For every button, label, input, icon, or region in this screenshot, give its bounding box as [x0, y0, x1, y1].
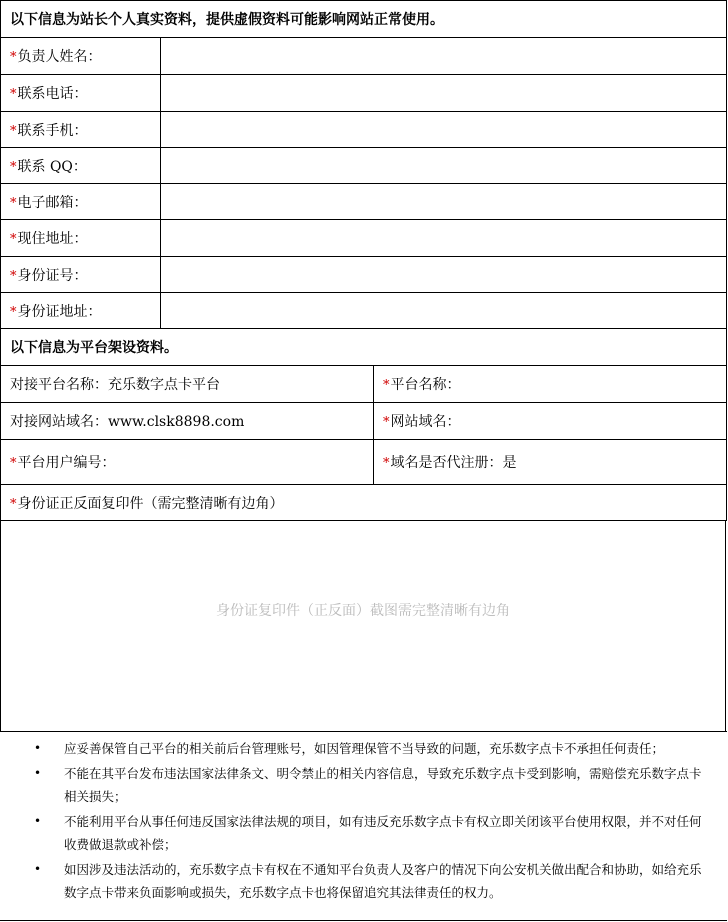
platform-user-id-field[interactable]: [1, 440, 374, 485]
site-domain-field[interactable]: [374, 403, 727, 440]
form-row-email: [1, 184, 727, 220]
terms-list: [0, 732, 727, 904]
name-label: 负责人姓名：: [17, 49, 102, 65]
required-mark: *: [10, 496, 17, 512]
phone-field[interactable]: [161, 75, 727, 112]
qq-label: 联系 QQ：: [17, 158, 87, 175]
id-address-field[interactable]: [161, 293, 727, 329]
docking-site-domain: 对接网站域名：www.clsk8898.com: [1, 403, 374, 440]
id-copy-label-cell: [1, 485, 727, 521]
form-row-mobile: [1, 112, 727, 148]
bullet-icon: •: [34, 862, 42, 876]
id-copy-row: [1, 485, 727, 521]
platform-name-field[interactable]: [374, 366, 727, 403]
form-row-name: [1, 38, 727, 75]
field-label: [1, 75, 161, 112]
field-label: [1, 38, 161, 75]
note-text: 不能利用平台从事任何违反国家法律法规的项目，如有违反充乐数字点卡有权立即关闭该平台使用权限，并不对任何收费做退款或补偿；: [64, 814, 702, 852]
upload-watermark: 身份证复印件（正反面）截图需完整清晰有边角: [216, 603, 510, 619]
docking-platform-name: 对接平台名称：充乐数字点卡平台: [1, 366, 374, 403]
form-row-id-address: [1, 293, 727, 329]
id-copy-upload-area[interactable]: [0, 520, 726, 732]
id-number-field[interactable]: [161, 257, 727, 293]
required-mark: *: [10, 232, 17, 247]
qq-field[interactable]: [161, 148, 727, 184]
domain-proxy-label: 域名是否代注册：是: [390, 455, 517, 471]
platform-row-2: [1, 403, 727, 440]
section1-header-row: [1, 1, 727, 38]
required-mark: *: [10, 123, 17, 139]
form-row-phone: [1, 75, 727, 112]
field-label: [1, 112, 161, 148]
id-number-label: 身份证号：: [17, 267, 88, 284]
note-text: 如因涉及违法活动的，充乐数字点卡有权在不通知平台负责人及客户的情况下向公安机关做出配合和协助，如给充乐数字点卡带来负面影响或损失，充乐数字点卡也将保留追究其法律责任的权力。: [64, 862, 702, 900]
field-label: [1, 257, 161, 293]
bullet-icon: •: [34, 766, 42, 780]
site-domain-label: 网站域名：: [390, 414, 461, 430]
required-mark: *: [10, 87, 17, 102]
list-item: [0, 737, 727, 760]
field-label: [1, 184, 161, 220]
required-mark: *: [10, 304, 17, 320]
form-row-qq: [1, 148, 727, 184]
mobile-label: 联系手机：: [17, 122, 88, 139]
required-mark: *: [10, 268, 17, 284]
address-label: 现住地址：: [17, 231, 88, 247]
phone-label: 联系电话：: [17, 86, 88, 102]
mobile-field[interactable]: [161, 112, 727, 148]
note-text: 应妥善保管自己平台的相关前后台管理账号，如因管理保管不当导致的问题，充乐数字点卡不承担任何责任；: [64, 741, 665, 756]
required-mark: *: [383, 456, 390, 471]
list-item: [0, 858, 727, 904]
platform-row-3: [1, 440, 727, 485]
note-text: 不能在其平台发布违法国家法律条文、明令禁止的相关内容信息，导致充乐数字点卡受到影响，需赔偿充乐数字点卡相关损失；: [64, 766, 702, 804]
form-row-id-number: [1, 257, 727, 293]
field-label: [1, 220, 161, 257]
field-label: [1, 148, 161, 184]
domain-proxy-registration: [374, 440, 727, 485]
platform-name-label: 平台名称：: [390, 377, 461, 393]
field-label: [1, 293, 161, 329]
email-field[interactable]: [161, 184, 727, 220]
required-mark: *: [383, 415, 390, 430]
terms-notes: [0, 731, 727, 921]
id-copy-label: 身份证正反面复印件（需完整清晰有边角）: [17, 495, 284, 512]
list-item: [0, 762, 727, 808]
bullet-icon: •: [34, 741, 42, 755]
section1-heading: 以下信息为站长个人真实资料，提供虚假资料可能影响网站正常使用。: [1, 1, 727, 38]
required-mark: *: [10, 50, 17, 65]
platform-row-1: [1, 366, 727, 403]
required-mark: *: [10, 159, 17, 175]
bullet-icon: •: [34, 814, 42, 828]
list-item: [0, 810, 727, 856]
address-field[interactable]: [161, 220, 727, 257]
section2-header-row: [1, 329, 727, 366]
name-field[interactable]: [161, 38, 727, 75]
email-label: 电子邮箱：: [17, 194, 88, 211]
id-address-label: 身份证地址：: [17, 303, 102, 320]
form-row-address: [1, 220, 727, 257]
required-mark: *: [10, 456, 17, 471]
platform-user-id-label: 平台用户编号：: [17, 455, 116, 471]
required-mark: *: [383, 378, 390, 393]
required-mark: *: [10, 195, 17, 211]
section2-heading: 以下信息为平台架设资料。: [1, 329, 727, 366]
